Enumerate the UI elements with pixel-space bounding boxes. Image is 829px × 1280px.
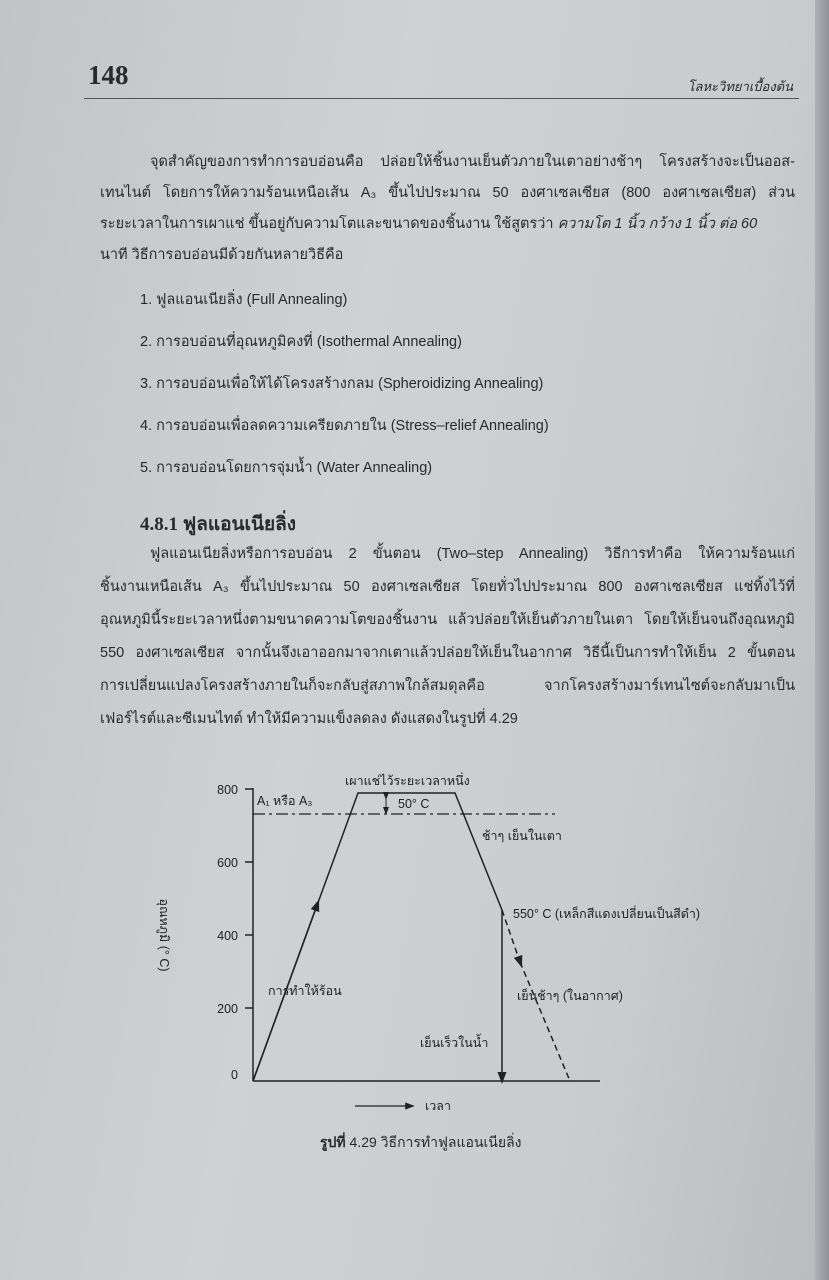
paragraph-line: การเปลี่ยนแปลงโครงสร้างภายในก็จะกลับสู่สภาพใกล้สมดุลคือ จากโครงสร้างมาร์เทนไซต์จะกลับมาเป็น [100, 678, 795, 694]
air-cool-line [520, 962, 570, 1081]
paragraph-line: จุดสำคัญของการทำการอบอ่อนคือ ปล่อยให้ชิ้นงานเย็นตัวภายในเตาอย่างช้าๆ โครงสร้างจะเป็นออส- [150, 154, 795, 170]
air-cool-label: เย็นช้าๆ (ในอากาศ) [517, 989, 623, 1003]
page-number: 148 [88, 60, 129, 90]
y-tick-label: 800 [217, 783, 238, 797]
soak-label: เผาแช่ไว้ระยะเวลาหนึ่ง [345, 774, 470, 788]
furnace-cool-label: ช้าๆ เย็นในเตา [482, 829, 562, 843]
paragraph-line: 550 องศาเซลเซียส จากนั้นจึงเอาออกมาจากเตาแล้วปล่อยให้เย็นในอากาศ วิธีนี้เป็นการทำให้เย็น 2 ขั้นตอน [100, 645, 795, 661]
paragraph-line: อุณหภูมินี้ระยะเวลาหนึ่งตามขนาดความโตของชิ้นงาน แล้วปล่อยให้เย็นตัวภายในเตา โดยให้เย็นจนถึงอุณหภูมิ [100, 612, 795, 628]
y-tick-label: 600 [217, 856, 238, 870]
section-heading: 4.8.1 ฟูลแอนเนียลิ่ง [140, 514, 297, 535]
y-tick-label: 400 [217, 929, 238, 943]
list-item: 5. การอบอ่อนโดยการจุ่มน้ำ (Water Annealing) [140, 460, 433, 476]
delta-label: 50° C [398, 797, 430, 811]
paragraph-line: เทนไนต์ โดยการให้ความร้อนเหนือเส้น A₃ ขึ้นไปประมาณ 50 องศาเซลเซียส (800 องศาเซลเซียส) ส่วน [100, 185, 795, 201]
x-axis-label: เวลา [425, 1099, 451, 1113]
caption-label: รูปที่ [320, 1134, 346, 1150]
water-quench-label: เย็นเร็วในน้ำ [420, 1036, 489, 1050]
list-item: 3. การอบอ่อนเพื่อให้ได้โครงสร้างกลม (Spheroidizing Annealing) [140, 376, 544, 392]
formula: ความโต 1 นิ้ว กว้าง 1 นิ้ว ต่อ 60 [557, 216, 758, 232]
paragraph-line-text: ระยะเวลาในการเผาแช่ ขึ้นอยู่กับความโตและขนาดของชิ้นงาน ใช้สูตรว่า [100, 216, 554, 232]
critical-line-label: A₁ หรือ A₃ [257, 794, 313, 808]
y-tick-label: 200 [217, 1002, 238, 1016]
list-item: 1. ฟูลแอนเนียลิ่ง (Full Annealing) [140, 292, 348, 308]
caption-text: 4.29 วิธีการทำฟูลแอนเนียลิ่ง [349, 1134, 522, 1150]
paragraph-line: ชิ้นงานเหนือเส้น A₃ ขึ้นไปประมาณ 50 องศาเซลเซียส โดยทั่วไปประมาณ 800 องศาเซลเซียส แช่ทิ้งไว้ที่ [100, 579, 795, 595]
paragraph-line: นาที วิธีการอบอ่อนมีด้วยกันหลายวิธีคือ [100, 247, 344, 263]
list-item: 2. การอบอ่อนที่อุณหภูมิคงที่ (Isothermal Annealing) [140, 334, 462, 350]
y-axis-label: อุณหภูมิ (° C) [157, 898, 171, 972]
y-tick-label: 0 [231, 1068, 238, 1082]
transition-label: 550° C (เหล็กสีแดงเปลี่ยนเป็นสีดำ) [513, 907, 701, 921]
running-title: โลหะวิทยาเบื้องต้น [687, 79, 793, 94]
list-item: 4. การอบอ่อนเพื่อลดความเครียดภายใน (Stress–relief Annealing) [140, 418, 549, 434]
heating-label: การทำให้ร้อน [268, 984, 342, 998]
paragraph-line: ฟูลแอนเนียลิ่งหรือการอบอ่อน 2 ขั้นตอน (Two–step Annealing) วิธีการทำคือ ให้ความร้อนแก่ [150, 546, 795, 562]
figure-caption [320, 1132, 522, 1154]
paragraph-line: เฟอร์ไรต์และซีเมนไทต์ ทำให้มีความแข็งลดลง ดังแสดงในรูปที่ 4.29 [100, 711, 518, 727]
